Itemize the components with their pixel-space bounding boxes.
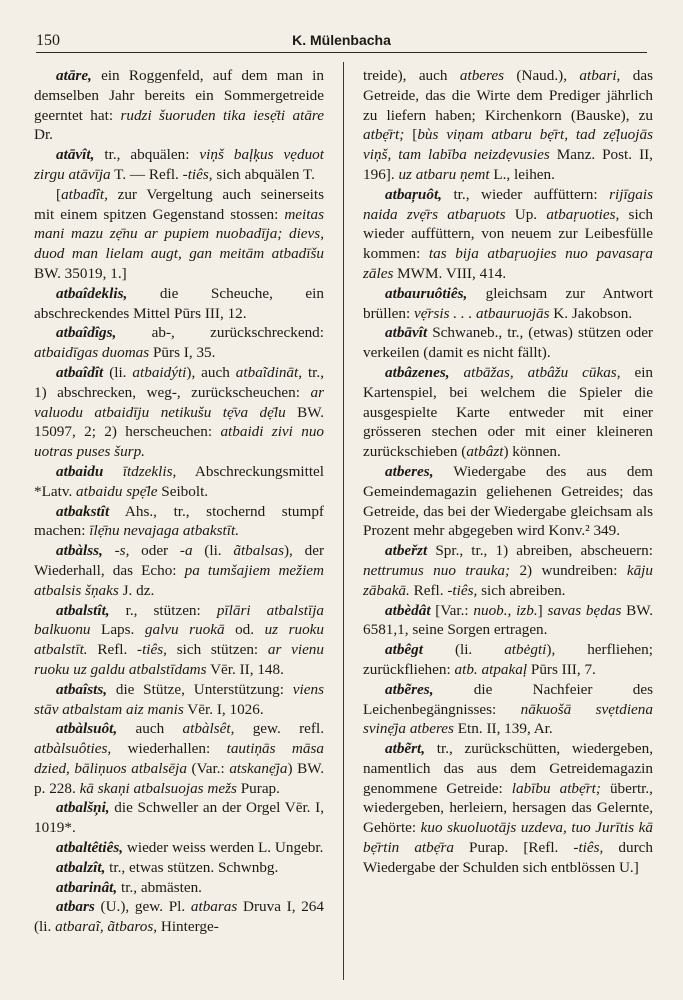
entry-text: (Var.:	[186, 759, 230, 777]
headword: atbaidu	[56, 462, 104, 480]
italic-text: -a	[179, 542, 193, 560]
entry-text: die Scheuche, ein abschreckendes Mittel Pūrs III, 12.	[34, 284, 324, 322]
dictionary-entry	[34, 878, 324, 898]
entry-text: Purap.	[236, 779, 280, 797]
italic-text: atbaidīgas duomas	[34, 344, 150, 362]
italic-text: atbāžas, atbâžu cūkas,	[463, 363, 621, 381]
page-number: 150	[36, 32, 60, 49]
dictionary-entry	[363, 363, 653, 462]
italic-text: -tiês,	[573, 839, 604, 857]
entry-text: (Naud.),	[504, 67, 580, 84]
entry-text: tr., wieder auffüttern:	[441, 185, 610, 203]
entry-text: od.	[224, 621, 265, 639]
entry-text: BW. 6581,1, seine Sorgen ertragen.	[363, 601, 653, 639]
italic-text: atbaras	[190, 898, 238, 916]
italic-text: atbàlsêt,	[182, 720, 235, 738]
headword: atbakstît	[56, 502, 110, 520]
entry-text: ), der Wiederhall, das Echo:	[34, 542, 325, 579]
italic-text: atbaraĩ, ãtbaros,	[55, 918, 158, 936]
entry-text: Vēr. II, 148.	[206, 660, 284, 678]
italic-text: nākuošā svẹtdiena svinẹ̄ja atberes	[363, 700, 653, 738]
entry-text: ) können.	[503, 443, 561, 461]
italic-text: vẹ̄rsis . . . atbauruojās	[414, 304, 550, 322]
entry-text: Druva I, 264 (li.	[34, 898, 324, 936]
entry-text: das Getreide, das die Wirte dem Prediger jährlich zu liefern haben; Kirchenkorn (Bauske), zu	[363, 67, 653, 124]
italic-text: savas bẹdas	[547, 601, 622, 619]
entry-text: wiederhallen:	[111, 740, 227, 758]
entry-text: Refl.	[409, 581, 448, 599]
italic-text: bùs viņam atbaru bẹ̄rt, tad zẹ̄ļuojās viņš, tam labība neizdẹvusies	[363, 126, 654, 164]
entry-text: 2) wundreiben:	[510, 561, 627, 579]
italic-text: pa tumšajiem mežiem atbalsis šņaks	[34, 561, 324, 599]
headword: atāvît,	[56, 146, 95, 164]
headword: atbâzenes,	[385, 363, 450, 381]
headword: atbalšņi,	[56, 799, 110, 817]
dictionary-entry	[363, 601, 653, 641]
dictionary-entry	[34, 897, 324, 937]
headword: atbaîsts,	[56, 680, 108, 698]
entry-text: die Nachfeier des Leichenbegängnisses:	[363, 680, 653, 718]
dictionary-entry	[34, 284, 324, 324]
entry-text: ab-, zurückschreckend:	[116, 324, 324, 342]
entry-text: ) BW. p. 228.	[34, 759, 324, 797]
entry-text: K. Jakobson.	[549, 304, 633, 322]
entry-text: Refl.	[87, 641, 138, 659]
italic-text: atbẹ̄rt;	[363, 126, 405, 144]
italic-text: -s,	[114, 542, 130, 560]
entry-text: tr., abquälen:	[94, 146, 200, 164]
italic-text: atb. atpakaļ	[454, 660, 528, 678]
entry-text: Etn. II, 139, Ar.	[453, 720, 553, 738]
entry-text: sich stützen:	[166, 641, 268, 659]
entry-text: (U.), gew. Pl.	[94, 898, 191, 916]
entry-text: ]	[537, 601, 548, 619]
dictionary-entry	[34, 323, 324, 363]
entry-text: (li.	[103, 363, 133, 381]
entry-text: gew. refl.	[234, 720, 324, 738]
entry-text	[450, 364, 464, 381]
headword: atbàlsuôt,	[56, 720, 118, 738]
headword: atbèdât	[385, 601, 431, 619]
entry-text: Vēr. I, 1026.	[183, 700, 264, 718]
italic-text: -tiês,	[182, 165, 213, 183]
italic-text: atbadît,	[61, 185, 108, 203]
entry-text: Ahs., tr., stochernd stumpf machen:	[34, 502, 324, 540]
dictionary-entry	[363, 739, 653, 878]
italic-text: meitas mani mazu zẹ̄nu ar pupiem nuobadīja; dievs, duod man lielam augt, gan meitām atbadīšu	[34, 205, 324, 263]
entry-text: T. — Refl.	[110, 165, 183, 183]
headword: atbẽres,	[385, 680, 434, 698]
entry-text: BW. 15097, 2; 2) herscheuchen:	[34, 403, 324, 441]
dictionary-entry	[363, 323, 653, 363]
headword: atbars	[56, 898, 95, 916]
entry-text: Abschreckungsmittel *Latv.	[34, 462, 324, 500]
headword: atbaltêtiês,	[56, 839, 124, 857]
entry-text: tr., abmästen.	[117, 878, 202, 896]
left-column	[34, 66, 324, 937]
headword: atbàlss,	[56, 542, 103, 560]
dictionary-entry	[34, 541, 324, 600]
entry-text: die Schweller an der Orgel Vēr. I, 1019*.	[34, 799, 324, 837]
dictionary-entry	[34, 185, 324, 284]
entry-text: tr., 1) abschrecken, weg-, zurückscheuchen:	[34, 363, 324, 401]
italic-text: kuo skuoluotājs uzdeva, tuo Jurītis kā bẹ̄rtin atbẹ̄ra	[363, 819, 653, 857]
entry-text: (li.	[192, 542, 234, 560]
italic-text: tas bija atbaŗuojies nuo pavasaŗa zāles	[363, 245, 653, 282]
entry-text: [Var.:	[430, 601, 474, 619]
italic-text: kā skaņi atbalsuojas mežs	[79, 779, 237, 797]
italic-text: ar vienu ruoku uz galdu atbalstīdams	[34, 641, 324, 678]
italic-text: atbėgti	[504, 641, 547, 659]
headword: atberes,	[385, 462, 434, 480]
right-column	[363, 66, 653, 878]
entry-text: oder	[129, 542, 180, 560]
entry-text: (li.	[422, 641, 505, 659]
italic-text: viņš baļķus vẹduot zirgu atāvīja	[34, 146, 324, 183]
entry-text: L., leihen.	[489, 165, 555, 183]
italic-text: kāju zābakā.	[363, 561, 653, 599]
headword: atbauruôtiês,	[385, 284, 468, 302]
page-header	[36, 32, 647, 53]
italic-text: atbàlsuôties,	[34, 740, 112, 758]
italic-text: rudzi šuoruden tika iesẹ̄ti atāre	[120, 106, 325, 124]
italic-text: atbâzt	[466, 443, 504, 461]
entry-text: zur Vergeltung auch seinerseits mit einem spitzen Gegenstand stossen:	[34, 185, 324, 223]
entry-text: gleichsam zur Antwort brüllen:	[363, 284, 653, 322]
italic-text: ãtbalsas	[233, 542, 284, 560]
entry-text: ein Roggenfeld, auf dem man in demselben Jahr bereits ein Sommergetreide geerntet hat:	[34, 67, 324, 124]
italic-text: atskanẹ̄ja	[229, 759, 288, 777]
entry-text: Pūrs III, 7.	[527, 660, 596, 678]
headword: atāre,	[56, 67, 92, 84]
entry-text: Pūrs I, 35.	[149, 344, 216, 362]
entry-text: tr., etwas stützen. Schwnbg.	[105, 858, 279, 876]
italic-text: viens stāv atbalstam aiz manis	[34, 680, 324, 718]
entry-text: Dr.	[34, 126, 53, 144]
headword: atbeřzt	[385, 542, 428, 560]
entry-text: Purap. [Refl.	[454, 839, 574, 857]
headword: atbaîdît	[56, 363, 104, 381]
italic-text: uz ruoku atbalstīt.	[34, 621, 325, 659]
headword: atbāvît	[385, 324, 428, 342]
entry-text: durch Wiedergabe der Schulden sich entblössen U.]	[363, 839, 653, 876]
headword: atbaŗuôt,	[385, 185, 442, 203]
entry-text: sich abquälen T.	[212, 165, 315, 183]
italic-text: nettrumus nuo trauka;	[363, 561, 511, 579]
entry-text: r., stützen:	[109, 601, 217, 619]
italic-text: atbaŗuoties,	[546, 205, 620, 223]
entry-text: ein Kartenspiel, bei welchem die Spieler die ausgespielte Karte entweder mit einer grösseren stechen oder mit einer kleineren zurückschieben (	[363, 363, 654, 461]
italic-text: tautiņās māsa dzied, bāliņuos atbalsēja	[34, 740, 324, 777]
dictionary-entry	[34, 363, 324, 462]
entry-text: treide), auch	[363, 67, 460, 84]
entry-text: Laps.	[90, 621, 145, 639]
dictionary-entry	[34, 502, 324, 542]
headword: atbalzît,	[56, 858, 106, 876]
italic-text: atbaĩdināt,	[235, 363, 303, 381]
dictionary-entry	[363, 541, 653, 600]
italic-text: -tiês,	[137, 641, 167, 659]
dictionary-entry	[34, 719, 324, 798]
italic-text: rijīgais naida zvẹ̄rs atbaŗuots	[363, 185, 653, 223]
italic-text: atbaidu spẹ̄le	[76, 482, 158, 500]
entry-text: sich abreiben.	[477, 581, 566, 599]
entry-text: J. dz.	[118, 581, 155, 599]
entry-text: übertr., wiedergeben, herleiern, hersagen das Gelernte, Gehörte:	[363, 779, 653, 837]
entry-text	[103, 463, 122, 480]
italic-text: pīlāri atbalstīja balkuonu	[34, 601, 325, 639]
italic-text: atberes	[459, 67, 505, 84]
entry-text: BW. 35019, 1.]	[34, 264, 127, 282]
entry-text: sich wieder auffüttern, von neuem zur Leibesfülle kommen:	[363, 205, 654, 263]
dictionary-entry	[363, 680, 653, 739]
entry-text: wieder weiss werden L. Ungebr.	[123, 839, 324, 857]
entry-text: Hinterge-	[157, 918, 219, 936]
dictionary-entry	[363, 640, 653, 680]
running-title: K. Mülenbacha	[292, 32, 391, 48]
headword: atbaîdîgs,	[56, 324, 117, 342]
entry-text: Seibolt.	[157, 482, 209, 500]
entry-text: ), auch	[186, 363, 236, 381]
entry-text: Manz. Post. II, 196].	[363, 146, 653, 183]
italic-text: ar valuodu atbaidīju netikušu tẹ̄va dẹ̄lu	[34, 383, 324, 421]
entry-text: auch	[117, 720, 183, 738]
italic-text: īlẹ̄nu nevajaga atbakstīt.	[89, 522, 239, 540]
dictionary-entry	[34, 798, 324, 838]
entry-text: Wiedergabe des aus dem Gemeindemagazin geliehenen Getreides; das Getreide, das bei der Wiedergabe gleichsam als Prozent mehr abgegeben wird Konv.² 349.	[363, 462, 653, 540]
entry-text: die Stütze, Unterstützung:	[107, 680, 293, 698]
dictionary-entry	[363, 185, 653, 284]
italic-text: labību atbẹ̄rt;	[511, 779, 601, 797]
headword: atbarinât,	[56, 878, 118, 896]
entry-text	[103, 542, 115, 559]
dictionary-entry	[34, 680, 324, 720]
dictionary-entry	[363, 66, 653, 185]
headword: atbêgt	[385, 641, 423, 659]
dictionary-entry	[34, 601, 324, 680]
dictionary-entry	[34, 145, 324, 185]
entry-text: MWM. VIII, 414.	[393, 264, 507, 282]
italic-text: ītdzeklis,	[122, 462, 177, 480]
entry-text: [	[56, 185, 62, 203]
italic-text: atbari,	[579, 67, 621, 84]
dictionary-entry	[363, 284, 653, 324]
entry-text: Spr., tr., 1) abreiben, abscheuern:	[427, 542, 653, 560]
italic-text: galvu ruokā	[144, 621, 225, 639]
headword: atbaîdeklis,	[56, 284, 128, 302]
italic-text: -tiês,	[447, 581, 478, 599]
entry-text: tr., zurückschütten, wiedergeben, namentlich das aus dem Getreidemagazin genommene Getreide:	[363, 740, 653, 797]
headword: atbẽrt,	[385, 740, 426, 758]
dictionary-entry	[34, 66, 324, 145]
italic-text: atbaidýti	[132, 363, 187, 381]
italic-text: nuob., izb.	[473, 601, 538, 619]
headword: atbalstît,	[56, 601, 110, 619]
entry-text: ), herfliehen; zurückfliehen:	[363, 641, 653, 678]
dictionary-entry	[34, 838, 324, 858]
italic-text: uz atbaru ņemt	[398, 165, 490, 183]
entry-text: Schwaneb., tr., (etwas) stützen oder verkeilen (damit es nicht fällt).	[363, 324, 653, 362]
entry-text: Up.	[505, 205, 547, 223]
dictionary-entry	[363, 462, 653, 541]
column-divider	[343, 62, 344, 980]
entry-text: [	[404, 126, 418, 144]
dictionary-entry	[34, 462, 324, 502]
dictionary-entry	[34, 858, 324, 878]
italic-text: atbaidi zivi nuo uotras puses šurp.	[34, 423, 325, 461]
